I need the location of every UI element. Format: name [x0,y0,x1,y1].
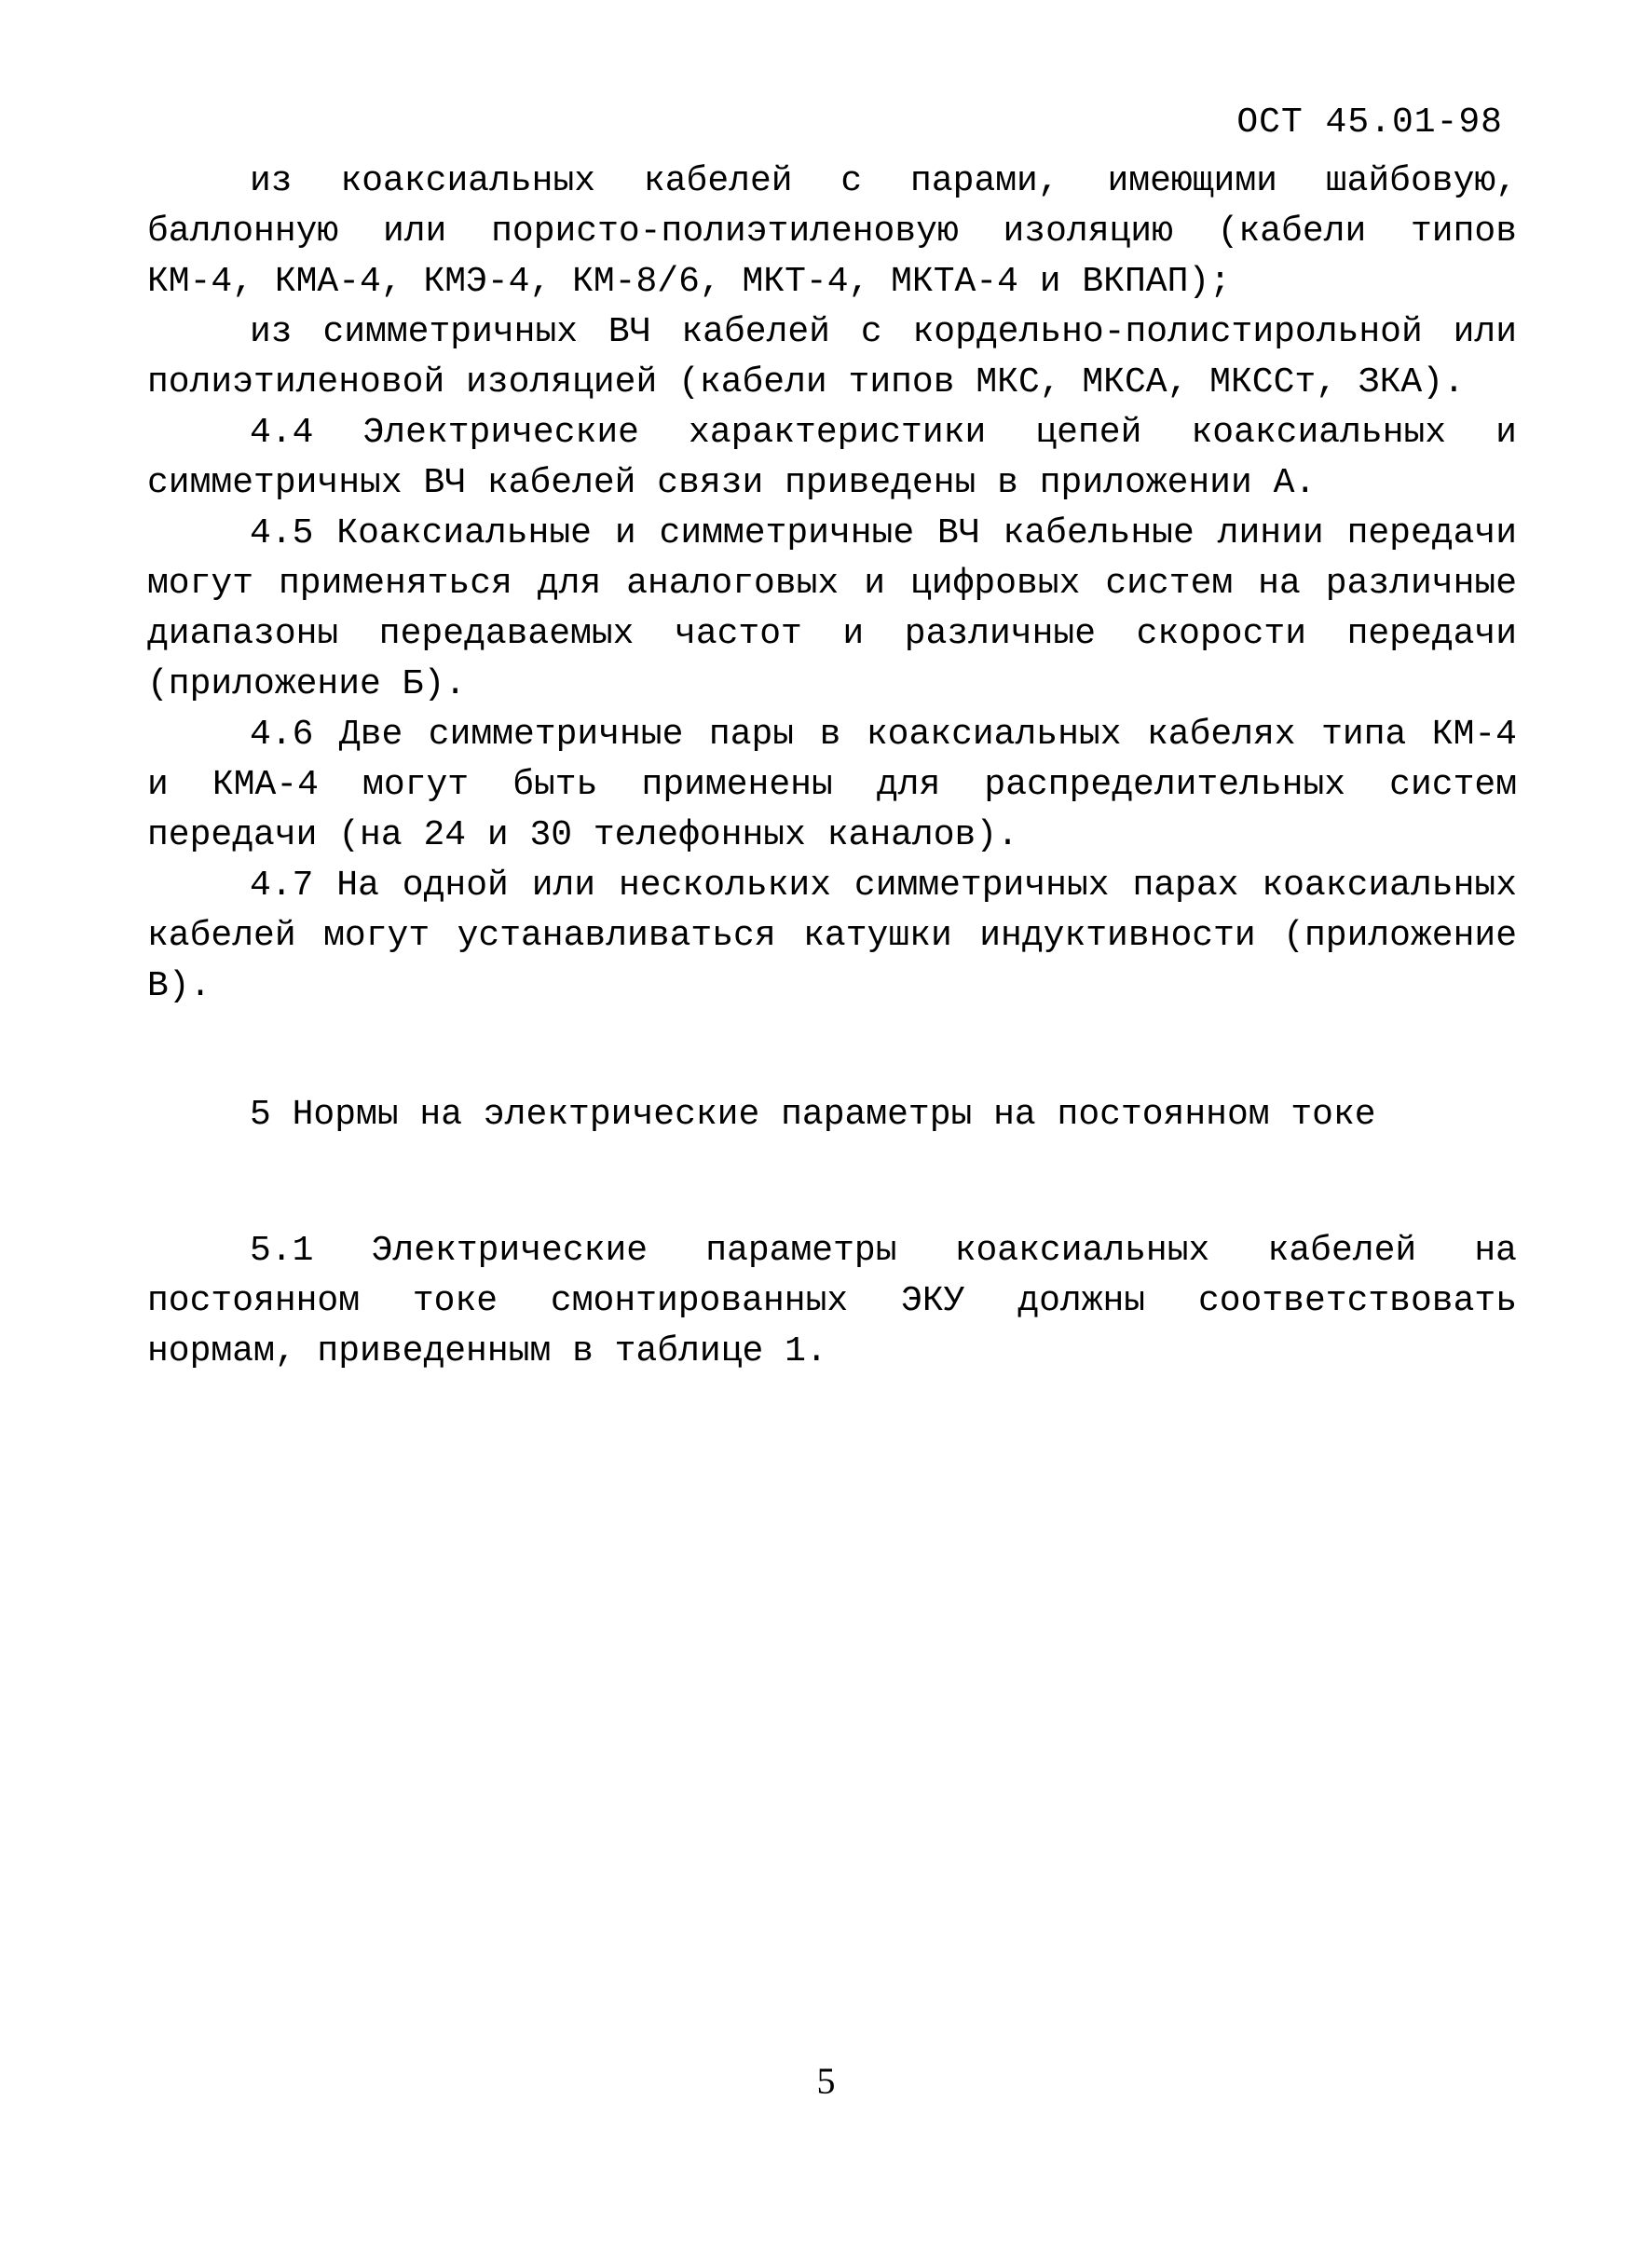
document-code: ОСТ 45.01-98 [1236,102,1503,143]
spacer [147,1140,1517,1226]
section-5-heading: 5 Нормы на электрические параметры на постоянном токе [250,1095,1376,1135]
paragraph-4-5: 4.5 Коаксиальные и симметричные ВЧ кабельные линии передачи могут применяться для аналоговых и цифровых систем на различные диапазоны передаваемых частот и различные скорости передачи (приложение Б). [147,513,1517,704]
paragraph-4-7: 4.7 На одной или нескольких симметричных парах коаксиальных кабелей могут устанавливаться катушки индуктивности (приложение В). [147,866,1517,1006]
spacer [147,1012,1517,1090]
paragraph-coaxial-cables: из коаксиальных кабелей с парами, имеющими шайбовую, баллонную или пористо-полиэтиленовую изоляцию (кабели типов КМ-4, КМА-4, КМЭ-4, КМ-8/6, МКТ-4, МКТА-4 и ВКПАП); [147,161,1517,302]
paragraph-4-6: 4.6 Две симметричные пары в коаксиальных кабелях типа КМ-4 и КМА-4 могут быть применены для распределительных систем передачи (на 24 и 30 телефонных каналов). [147,715,1517,855]
paragraph-4-4: 4.4 Электрические характеристики цепей коаксиальных и симметричных ВЧ кабелей связи приведены в приложении А. [147,413,1517,503]
page-number: 5 [816,2060,836,2102]
body-text [147,157,1517,1377]
paragraph-5-1: 5.1 Электрические параметры коаксиальных кабелей на постоянном токе смонтированных ЭКУ должны соответствовать нормам, приведенным в таблице 1. [147,1231,1517,1371]
paragraph-symmetric-cables: из симметричных ВЧ кабелей с кордельно-полистирольной или полиэтиленовой изоляцией (кабели типов МКС, МКСА, МКССт, ЗКА). [147,312,1517,402]
